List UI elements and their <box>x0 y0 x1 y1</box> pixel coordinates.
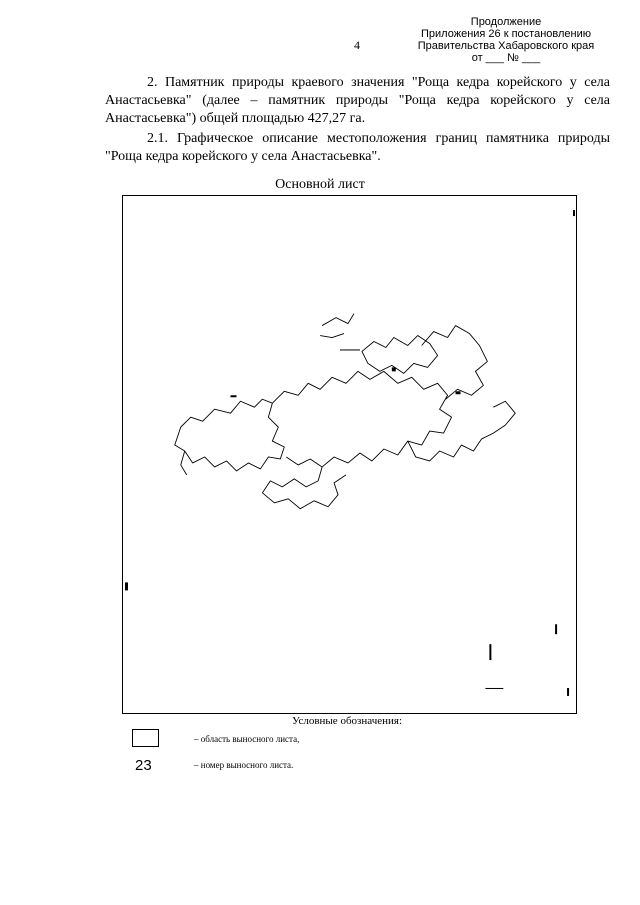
paragraph-2: 2. Памятник природы краевого значения "Роща кедра корейского у села Анастасьевка" (далее – памятник природы "Роща кедра корейского у села Анастасьевка") общей площадью 427,27 га. <box>105 75 610 126</box>
map-marks <box>125 210 575 696</box>
legend-area-symbol <box>132 729 159 747</box>
map-frame <box>122 195 577 714</box>
header-line-continuation: Продолжение <box>470 16 542 28</box>
legend-title: Условные обозначения: <box>292 715 403 727</box>
page-number: 4 <box>354 38 360 52</box>
header-line-date-number: от ___ № ___ <box>471 52 541 64</box>
boundary-map <box>123 196 576 713</box>
document-header <box>396 16 616 64</box>
header-line-government: Правительства Хабаровского края <box>417 40 595 52</box>
paragraph-2-1: 2.1. Графическое описание местоположения границ памятника природы "Роща кедра корейского у села Анастасьевка". <box>105 131 610 164</box>
legend-sheet-number-symbol: 23 <box>135 757 152 774</box>
legend-area-label: – область выносного листа, <box>194 734 300 744</box>
header-line-appendix: Приложения 26 к постановлению <box>421 28 591 40</box>
legend-sheet-number-label: – номер выносного листа. <box>194 760 294 770</box>
protected-area-boundary <box>175 314 515 509</box>
map-title: Основной лист <box>275 177 365 192</box>
